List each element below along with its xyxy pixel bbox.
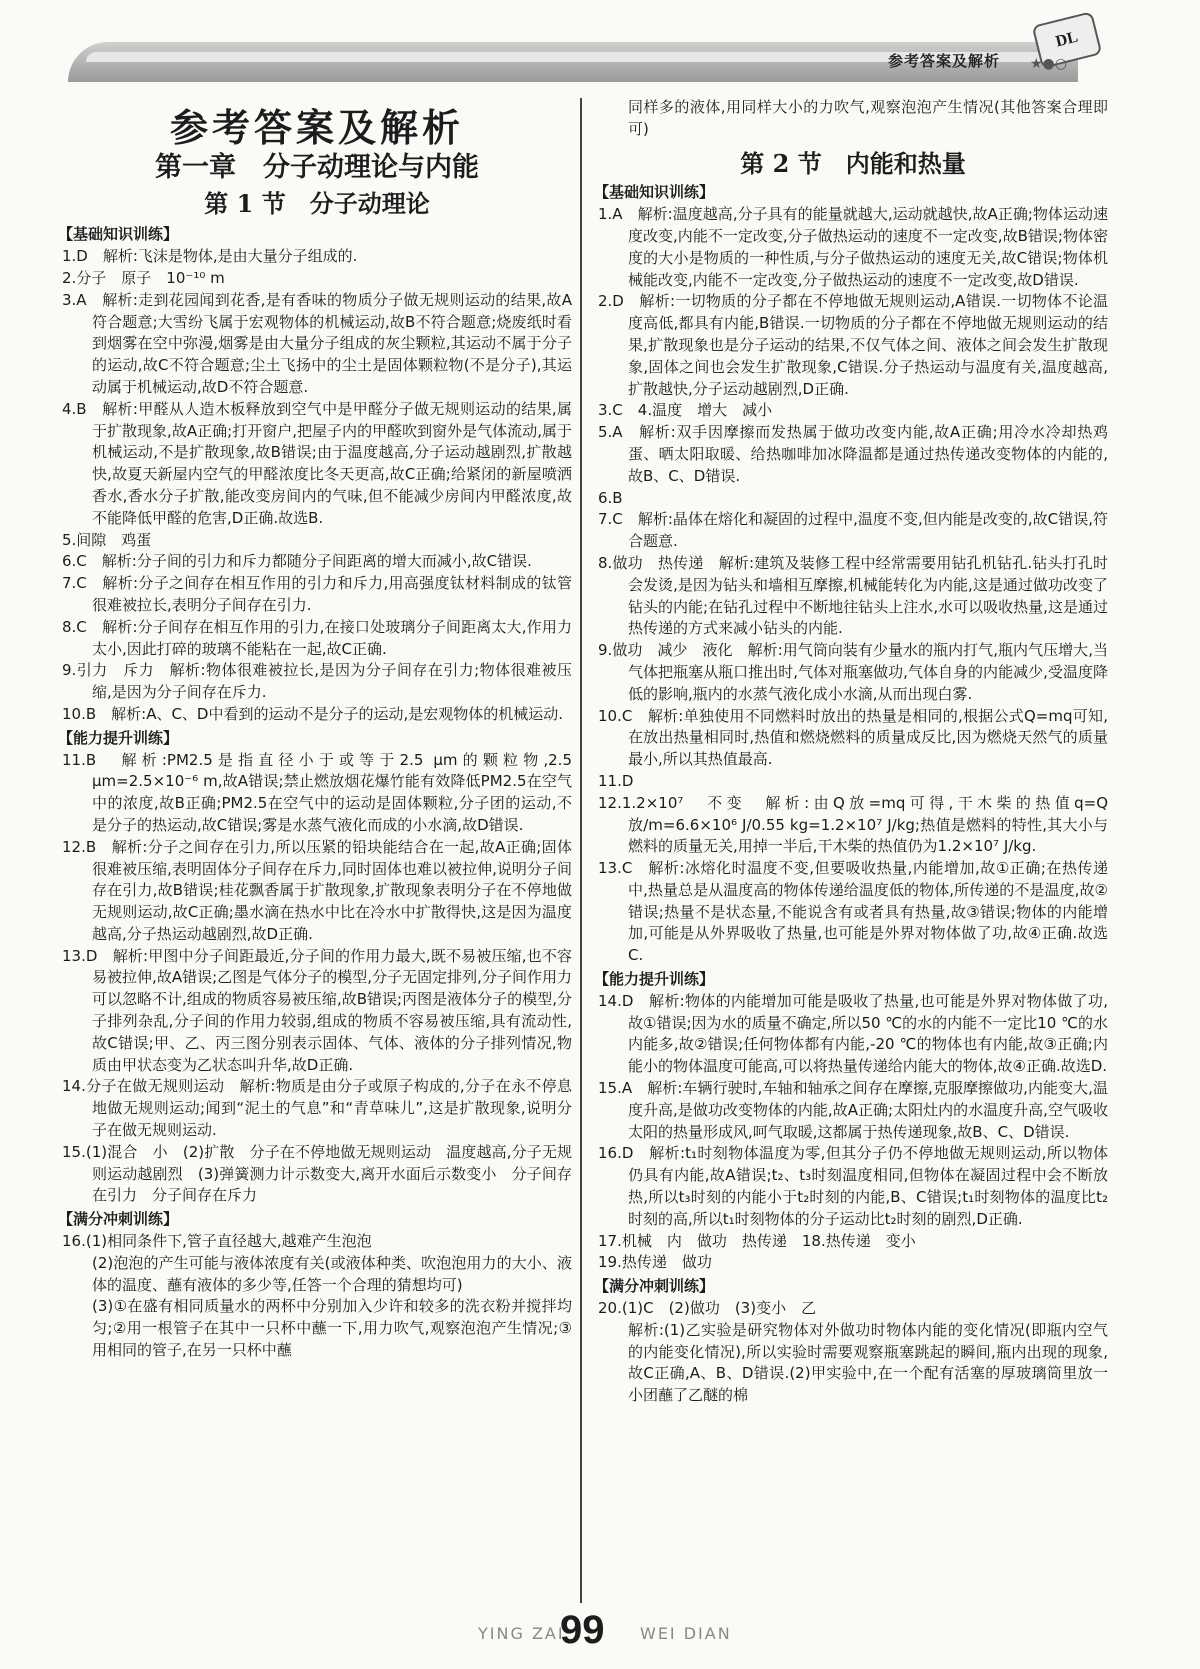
answer-item: 6.B [598, 488, 623, 507]
chapter-title: 第一章 分子动理论与内能 [155, 151, 479, 183]
section-title: 第 1 节 分子动理论 [204, 188, 430, 218]
subsection-heading: 【能力提升训练】 [594, 970, 715, 989]
answer-item: 6.C 解析:分子间的引力和斥力都随分子间距离的增大而减小,故C错误. [62, 552, 532, 571]
subsection-heading: 【基础知识训练】 [594, 183, 715, 202]
footer-right-text: WEI DIAN [640, 1624, 732, 1643]
running-header: 参考答案及解析 [887, 52, 1000, 70]
answer-item: 1.D 解析:飞沫是物体,是由大量分子组成的. [62, 247, 358, 266]
answer-item: 10.B 解析:A、C、D中看到的运动不是分子的运动,是宏观物体的机械运动. [62, 704, 564, 723]
answer-item: 17.机械 内 做功 热传递 18.热传递 变小 [598, 1231, 916, 1250]
answer-item: 8.C 解析:分子间存在相互作用的引力,在接口处玻璃分子间距离太大,作用力太小,因此打碎的玻璃不能粘在一起,故C正确. [62, 617, 572, 658]
answer-item: 2.D 解析:一切物质的分子都在不停地做无规则运动,A错误.一切物体不论温度高低,都具有内能,B错误.一切物质的分子都在不停地做无规则运动的结果,扩散现象也是分子运动的结果,不仅气体之间、液体之间会发生扩散现象,固体之间也会发生扩散现象,C错误.分子热运动与温度有关,温度越高,扩散越快,分子运动越剧烈,D正确. [598, 292, 1108, 398]
answer-item: 16.(1)相同条件下,管子直径越大,越难产生泡泡 [62, 1232, 372, 1251]
answer-item: 12.B 解析:分子之间存在引力,所以压紧的铅块能结合在一起,故A正确;固体很难被压缩,表明固体分子间存在斥力,同时固体也难以被拉伸,说明分子间存在引力,故B错误;桂花飘香属于扩散现象,扩散现象表明分子在不停地做无规则运动,故C正确;墨水滴在热水中比在冷水中扩散得快,这是因为温度越高,分子热运动越剧烈,故D正确. [62, 837, 572, 943]
answer-item: 7.C 解析:分子之间存在相互作用的引力和斥力,用高强度钛材料制成的钛管很难被拉长,表明分子间存在引力. [62, 574, 572, 614]
answer-item: 9.做功 减少 液化 解析:用气筒向装有少量水的瓶内打气,瓶内气压增大,当气体把瓶塞从瓶口推出时,气体对瓶塞做功,气体自身的内能减少,受温度降低的影响,瓶内的水蒸气液化成小水滴,从而出现白雾. [598, 641, 1108, 703]
answer-item: 10.C 解析:单独使用不同燃料时放出的热量是相同的,根据公式Q=mq可知,在放出热量相同时,热值和燃烧燃料的质量成反比,因为燃烧天然气的质量最小,所以其热值最高. [598, 706, 1108, 769]
answer-item: 5.A 解析:双手因摩擦而发热属于做功改变内能,故A正确;用冷水冷却热鸡蛋、晒太阳取暖、给热咖啡加冰降温都是通过热传递改变物体的内能的,故B、C、D错误. [598, 423, 1108, 485]
subsection-heading: 【满分冲刺训练】 [594, 1277, 715, 1296]
page-number: 99 [560, 1608, 605, 1652]
answer-item: 19.热传递 做功 [598, 1253, 712, 1272]
right-column [594, 97, 1108, 1407]
column-divider [580, 98, 582, 1603]
answer-item: 同样多的液体,用同样大小的力吹气,观察泡泡产生情况(其他答案合理即可) [628, 98, 1108, 138]
subsection-heading: 【能力提升训练】 [58, 728, 179, 747]
answer-item: 20.(1)C (2)做功 (3)变小 乙 [598, 1299, 817, 1318]
answer-item: 1.A 解析:温度越高,分子具有的能量就越大,运动就越快,故A正确;物体运动速度改变,内能不一定改变,分子做热运动的速度不一定改变,故B错误;物体密度的大小是物质的一种性质,与分子做热运动的速度无关,故C错误;物体机械能改变,内能不一定改变,分子做热运动的速度不一定改变,故D错误. [598, 205, 1108, 289]
subsection-heading: 【满分冲刺训练】 [58, 1210, 179, 1229]
answer-item: 12.1.2×10⁷ 不变 解析:由Q放=mq可得,干木柴的热值q=Q放/m=6.6×10⁶ J/0.55 kg=1.2×10⁷ J/kg;热值是燃料的特性,其大小与燃料的质量无关,用掉一半后,干木柴的热值仍为1.2×10⁷ J/kg. [598, 793, 1108, 856]
answer-item: 14.分子在做无规则运动 解析:物质是由分子或原子构成的,分子在永不停息地做无规则运动;闻到“泥土的气息”和“青草味儿”,这是扩散现象,说明分子在做无规则运动. [62, 1077, 572, 1140]
section-title: 第 2 节 内能和热量 [740, 148, 966, 178]
page-title: 参考答案及解析 [169, 105, 464, 150]
answer-item: 14.D 解析:物体的内能增加可能是吸收了热量,也可能是外界对物体做了功,故①错误;因为水的质量不确定,所以50 ℃的水的内能不一定比10 ℃的水内能多,故②错误;任何物体都有内能,-20 ℃的物体也有内能,故③正确;内能小的物体温度可能高,可以将热量传递给内能大的物体,故④正确.故选D. [598, 991, 1108, 1076]
answer-item: (2)泡泡的产生可能与液体浓度有关(或液体种类、吹泡泡用力的大小、液体的温度、蘸有液体的多少等,任答一个合理的猜想均可) [92, 1253, 572, 1294]
subsection-heading: 【基础知识训练】 [58, 225, 179, 244]
answer-item: 2.分子 原子 10⁻¹⁰ m [62, 268, 225, 287]
answer-item: 15.(1)混合 小 (2)扩散 分子在不停地做无规则运动 温度越高,分子无规则运动越剧烈 (3)弹簧测力计示数变大,离开水面后示数变小 分子间存在引力 分子间存在斥力 [62, 1142, 572, 1205]
answer-item: 4.B 解析:甲醛从人造木板释放到空气中是甲醛分子做无规则运动的结果,属于扩散现象,故A正确;打开窗户,把屋子内的甲醛吹到窗外是气体流动,属于机械运动,不是扩散现象,故B错误;由于温度越高,分子运动越剧烈,扩散越快,故夏天新屋内空气的甲醛浓度比冬天更高,故C正确;给紧闭的新屋喷洒香水,香水分子扩散,能改变房间内的气味,但不能减少房间内甲醛浓度,故不能降低甲醛的危害,D正确.故选B. [62, 399, 572, 527]
answer-item: 7.C 解析:晶体在熔化和凝固的过程中,温度不变,但内能是改变的,故C错误,符合题意. [598, 510, 1108, 551]
answer-item: 15.A 解析:车辆行驶时,车轴和轴承之间存在摩擦,克服摩擦做功,内能变大,温度升高,是做功改变物体的内能,故A正确;太阳灶内的水温度升高,空气吸收太阳的热量形成风,呵气取暖,这都属于热传递现象,故B、C、D错误. [598, 1079, 1108, 1141]
publisher-logo-icon: DL [1032, 11, 1103, 69]
answer-item: 解析:(1)乙实验是研究物体对外做功时物体内能的变化情况(即瓶内空气的内能变化情况),所以实验时需要观察瓶塞跳起的瞬间,瓶内出现的现象,故C正确,A、B、D错误.(2)甲实验中,在一个配有活塞的厚玻璃筒里放一小团蘸了乙醚的棉 [628, 1320, 1108, 1405]
answer-item: 13.C 解析:冰熔化时温度不变,但要吸收热量,内能增加,故①正确;在热传递中,热量总是从温度高的物体传递给温度低的物体,所传递的不是温度,故②错误;热量不是状态量,不能说含有或者具有热量,故③错误;物体的内能增加,可能是从外界吸收了热量,也可能是外界对物体做了功,故④正确.故选C. [598, 859, 1108, 965]
answer-item: 13.D 解析:甲图中分子间距最近,分子间的作用力最大,既不易被压缩,也不容易被拉伸,故A错误;乙图是气体分子的模型,分子无固定排列,分子间作用力可以忽略不计,组成的物质容易被压缩,故B错误;丙图是液体分子的模型,分子排列杂乱,分子间的作用力较弱,组成的物质不容易被压缩,具有流动性,故C错误;甲、乙、丙三图分别表示固体、气体、液体的分子排列情况,物质由甲状态变为乙状态叫升华,故D正确. [62, 946, 572, 1074]
answer-item: 8.做功 热传递 解析:建筑及装修工程中经常需要用钻孔机钻孔.钻头打孔时会发烫,是因为钻头和墙相互摩擦,机械能转化为内能,这是通过做功改变了钻头的内能;在钻孔过程中不断地往钻头上注水,水可以吸收热量,这是通过热传递的方式来减小钻头的内能. [598, 553, 1108, 638]
logo-dots-icon: ★●○ [1030, 56, 1067, 72]
answer-item: (3)①在盛有相同质量水的两杯中分别加入少许和较多的洗衣粉并搅拌均匀;②用一根管子在其中一只杯中蘸一下,用力吹气,观察泡泡产生情况;③用相同的管子,在另一只杯中蘸 [92, 1297, 572, 1360]
left-column [58, 95, 572, 1362]
answer-item: 16.D 解析:t₁时刻物体温度为零,但其分子仍不停地做无规则运动,所以物体仍具有内能,故A错误;t₂、t₃时刻温度相同,但物体在凝固过程中会不断放热,所以t₃时刻的内能小于t₂时刻的内能,B、C错误;t₁时刻物体的温度比t₂时刻的高,所以t₁时刻物体的分子运动比t₂时刻的剧烈,D正确. [598, 1144, 1108, 1228]
answer-item: 3.A 解析:走到花园闻到花香,是有香味的物质分子做无规则运动的结果,故A符合题意;大雪纷飞属于宏观物体的机械运动,故B不符合题意;烧废纸时看到烟雾在空中弥漫,烟雾是由大量分子组成的灰尘颗粒,其运动不属于分子的运动,故C不符合题意;尘土飞扬中的尘土是固体颗粒物(不是分子),其运动属于机械运动,故D不符合题意. [62, 290, 572, 396]
footer-left-text: YING ZAI [478, 1624, 565, 1643]
answer-item: 11.B 解析:PM2.5是指直径小于或等于2.5 μm的颗粒物,2.5 μm=2.5×10⁻⁶ m,故A错误;禁止燃放烟花爆竹能有效降低PM2.5在空气中的浓度,故B正确;PM2.5在空气中的运动是固体颗粒,分子团的运动,不是分子的热运动,故C错误;雾是水蒸气液化而成的小水滴,故D错误. [62, 750, 572, 834]
answer-item: 11.D [598, 771, 634, 790]
answer-item: 3.C 4.温度 增大 减小 [598, 401, 773, 420]
answer-item: 9.引力 斥力 解析:物体很难被拉长,是因为分子间存在引力;物体很难被压缩,是因为分子间存在斥力. [62, 661, 572, 702]
answer-item: 5.间隙 鸡蛋 [62, 530, 152, 549]
